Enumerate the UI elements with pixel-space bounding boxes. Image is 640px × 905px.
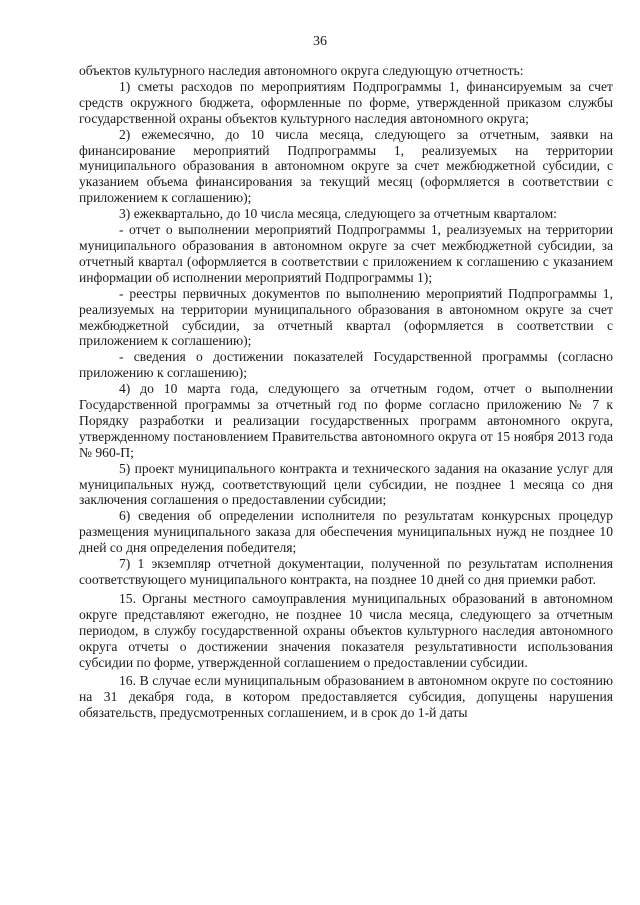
paragraph-clause-16: 16. В случае если муниципальным образованием в автономном округе по состоянию на 31 декабря года, в котором предоставляется субсидия, допущены нарушения обязательств, предусмотренных соглашением, и в срок до 1-й даты [79, 673, 613, 721]
paragraph-item-6: 6) сведения об определении исполнителя по результатам конкурсных процедур размещения муниципального заказа для обеспечения муниципальных нужд не позднее 10 дней со дня определения победителя; [79, 508, 613, 556]
paragraph-item-3-report: - отчет о выполнении мероприятий Подпрограммы 1, реализуемых на территории муниципального образования в автономном округе за счет межбюджетной субсидии, за отчетный квартал (оформляется в соответствии с приложением к соглашению с указанием информации об исполнении мероприятий Подпрограммы 1); [79, 222, 613, 285]
paragraph-item-7: 7) 1 экземпляр отчетной документации, полученной по результатам исполнения соответствующего муниципального контракта, на позднее 10 дней со дня приемки работ. [79, 556, 613, 587]
paragraph-intro: объектов культурного наследия автономного округа следующую отчетность: [79, 63, 524, 78]
paragraph-item-1: 1) сметы расходов по мероприятиям Подпрограммы 1, финансируемым за счет средств окружного бюджета, оформленные по форме, утвержденной приказом службы государственной охраны объектов культурного наследия автономного округа; [79, 78, 613, 126]
paragraph-item-5: 5) проект муниципального контракта и технического задания на оказание услуг для муниципальных нужд, соответствующий цели субсидии, не позднее 1 месяца со дня заключения соглашения о предоставлении субсидии; [79, 460, 613, 508]
paragraph-item-2: 2) ежемесячно, до 10 числа месяца, следующего за отчетным, заявки на финансирование мероприятий Подпрограммы 1, реализуемых на территории муниципального образования в автономном округе за счет межбюджетной субсидии, с указанием объема финансирования за текущий месяц (оформляется в соответствии с приложением к соглашению); [79, 126, 613, 206]
paragraph-item-3-registers: - реестры первичных документов по выполнению мероприятий Подпрограммы 1, реализуемых на территории муниципального образования в автономном округе за счет межбюджетной субсидии, за отчетный квартал (оформляется в соответствии с приложением к соглашению); [79, 285, 613, 349]
paragraph-item-3-indicators: - сведения о достижении показателей Государственной программы (согласно приложению к соглашению); [79, 349, 613, 381]
page-number: 36 [313, 34, 327, 49]
paragraph-item-3: 3) ежеквартально, до 10 числа месяца, следующего за отчетным кварталом: [119, 206, 557, 222]
paragraph-item-4: 4) до 10 марта года, следующего за отчетным годом, отчет о выполнении Государственной программы за отчетный год по форме согласно приложению № 7 к Порядку разработки и реализации государственных программ автономного округа, утвержденному постановлением Правительства автономного округа от 15 ноября 2013 года № 960-П; [79, 381, 613, 460]
paragraph-clause-15: 15. Органы местного самоуправления муниципальных образований в автономном округе представляют ежегодно, не позднее 10 числа месяца, следующего за отчетным периодом, в службу государственной охраны объектов культурного наследия автономного округа отчеты о достижении значения показателя результативности использования субсидии по форме, утвержденной соглашением о предоставлении субсидии. [79, 590, 613, 670]
document-body [79, 63, 613, 721]
